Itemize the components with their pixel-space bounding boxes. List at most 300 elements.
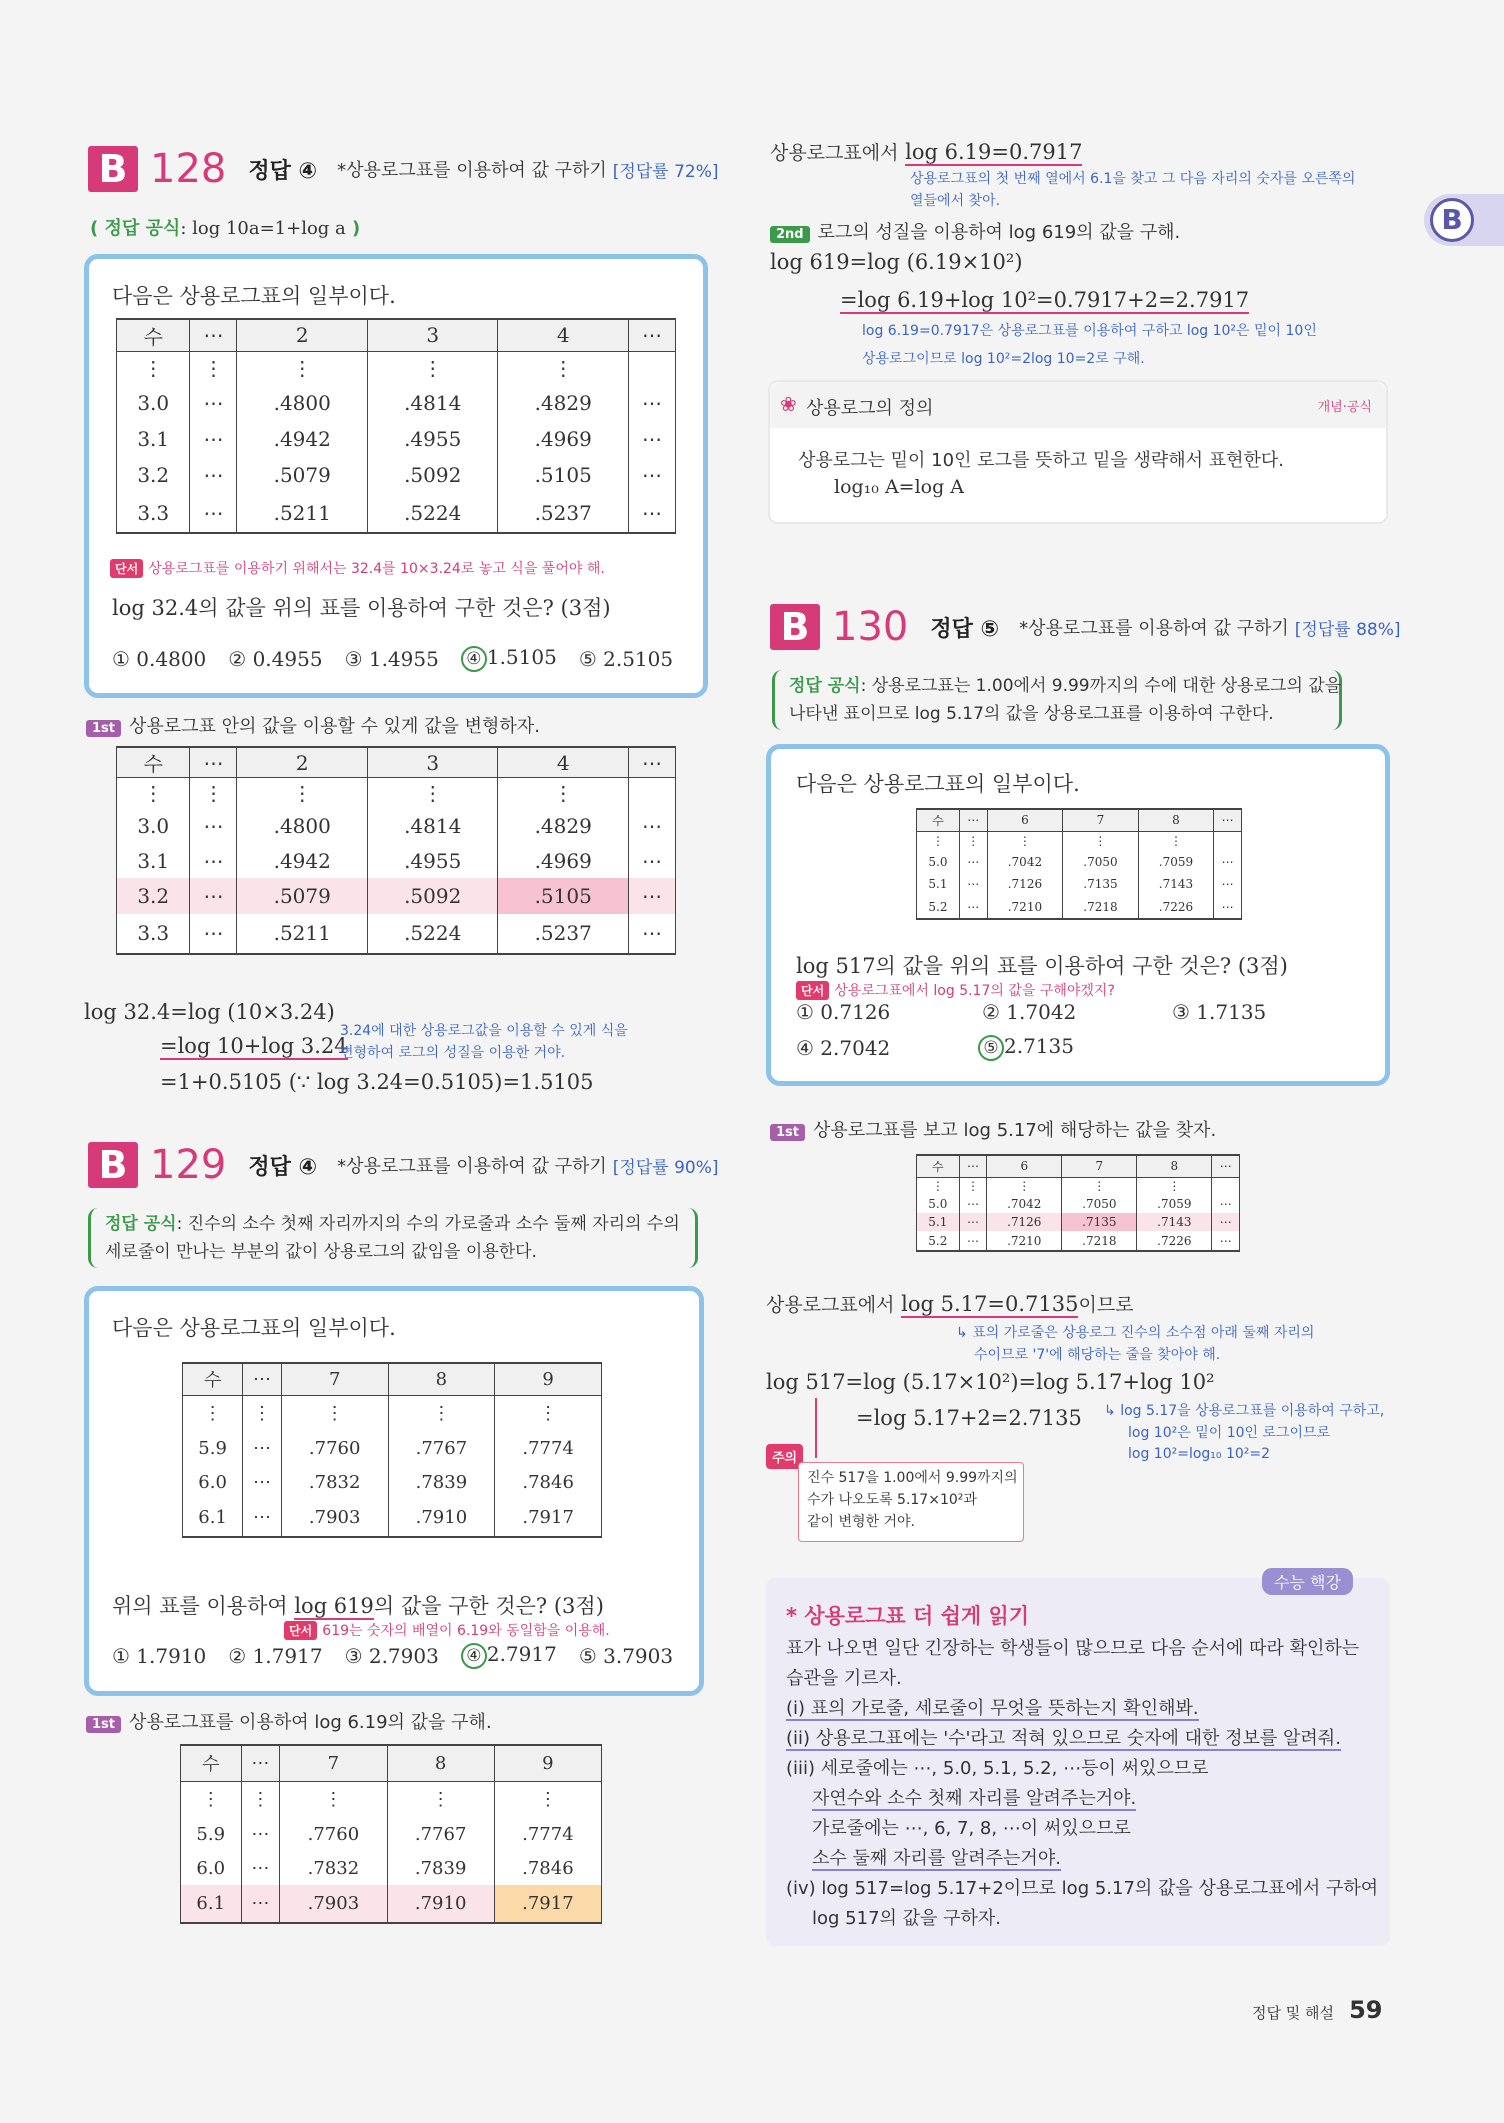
table-cell: ⋯ (1212, 1213, 1240, 1231)
tip-line (786, 1784, 1378, 1814)
tip-line: 습관을 기르자. (786, 1668, 902, 1689)
table-cell: ⋯ (243, 1499, 282, 1537)
choice-130-4[interactable]: ④ 2.7042 (796, 1036, 891, 1060)
table-cell: .7846 (495, 1465, 602, 1499)
step-text: 로그의 성질을 이용하여 log 619의 값을 구해. (817, 222, 1181, 243)
correct-circle: ④ (461, 1643, 487, 1669)
table-cell-highlight: .7917 (494, 1885, 601, 1923)
table-cell: ⋯ (1212, 1195, 1240, 1213)
problem-question: log 32.4의 값을 위의 표를 이용하여 구한 것은? (3점) (112, 596, 611, 620)
table-cell: .4942 (237, 421, 367, 457)
table-cell: .5237 (498, 493, 628, 533)
table-cell: ⋯ (241, 1885, 280, 1923)
table-cell: 3.2 (117, 878, 190, 914)
step-130 (770, 1116, 1216, 1142)
solution-130-note3: ↳ log 5.17을 상용로그표를 이용하여 구하고, (1104, 1403, 1385, 1419)
table-cell: ⋮ (987, 831, 1063, 851)
tip-line-text: 자연수와 소수 첫째 자리를 알려주는거야. (812, 1788, 1137, 1809)
table-cell: 5.9 (183, 1431, 243, 1465)
table-header: ⋯ (959, 1155, 987, 1177)
table-cell: .7832 (280, 1851, 387, 1885)
tip-line: (iv) log 517=log 5.17+2이므로 log 5.17의 값을 상용로그표에서 구하여 (786, 1878, 1379, 1899)
tip-line-text: (ii) 상용로그표에는 '수'라고 적혀 있으므로 숫자에 대한 정보를 알려줘. (786, 1728, 1341, 1749)
step-text: 상용로그표 안의 값을 이용할 수 있게 값을 변형하자. (129, 716, 540, 737)
step-tag: 2nd (770, 226, 810, 243)
choice-5[interactable]: ⑤ 2.5105 (578, 646, 674, 671)
table-cell: ⋯ (628, 385, 675, 421)
log-table-128 (116, 318, 676, 534)
solution-130-note5: log 10²=log₁₀ 10²=2 (1128, 1446, 1271, 1462)
table-cell: 3.1 (117, 421, 190, 457)
table-cell: .7050 (1062, 1195, 1137, 1213)
table-cell: 3.3 (117, 493, 190, 533)
problem-intro: 다음은 상용로그표의 일부이다. (112, 1316, 396, 1340)
hint-tag: 단서 (110, 559, 143, 578)
solution-128-note1: 3.24에 대한 상용로그값을 이용할 수 있게 식을 (340, 1023, 628, 1039)
problem-level-badge: B (770, 604, 820, 650)
table-cell: .7135 (1063, 873, 1139, 895)
solution-text: 상용로그표에서 (766, 1294, 895, 1316)
choice-5[interactable]: ⑤ 3.7903 (578, 1643, 674, 1668)
table-cell: .7050 (1063, 851, 1139, 873)
table-cell: .5224 (367, 493, 497, 533)
table-header: 3 (367, 747, 497, 778)
table-cell: ⋯ (190, 493, 237, 533)
table-cell: .5211 (237, 493, 367, 533)
choices-129 (112, 1642, 673, 1669)
table-cell: ⋮ (959, 831, 987, 851)
table-cell: ⋯ (1212, 1231, 1240, 1251)
table-cell: ⋮ (494, 1781, 601, 1817)
table-cell: .4814 (367, 385, 497, 421)
table-cell (1214, 831, 1242, 851)
choice-2[interactable]: ② 0.4955 (228, 646, 323, 671)
table-cell: ⋮ (917, 1177, 960, 1195)
table-cell: ⋯ (628, 421, 675, 457)
table-cell: ⋮ (190, 778, 237, 808)
table-cell: ⋮ (495, 1395, 602, 1431)
table-cell: 5.9 (181, 1817, 242, 1851)
table-cell: ⋯ (190, 878, 237, 914)
table-cell: 6.1 (183, 1499, 243, 1537)
table-cell: .4942 (237, 844, 367, 878)
tip-badge: 수능 핵강 (1262, 1568, 1353, 1595)
choice-3[interactable]: ③ 1.4955 (344, 646, 439, 671)
table-cell: ⋯ (959, 851, 987, 873)
table-header: 9 (495, 1363, 602, 1395)
solution-129-r3-text: =log 6.19+log 10²=0.7917+2=2.7917 (840, 288, 1250, 312)
table-cell: ⋯ (1214, 873, 1242, 895)
table-cell: 5.0 (917, 1195, 960, 1213)
note-text: log 5.17을 상용로그표를 이용하여 구하고, (1120, 1403, 1385, 1419)
table-cell: ⋮ (917, 831, 960, 851)
definition-box (768, 380, 1388, 524)
problem-130-header (770, 604, 1401, 650)
table-cell: ⋮ (190, 351, 237, 385)
table-cell: ⋯ (190, 421, 237, 457)
definition-title: 상용로그의 정의 (806, 398, 934, 419)
table-header: 8 (388, 1363, 495, 1395)
choice-130-5-correct[interactable] (978, 1034, 1074, 1061)
table-header: ⋯ (628, 747, 675, 778)
step-129 (86, 1708, 492, 1734)
table-cell: .7210 (987, 1231, 1062, 1251)
flower-icon: ❀ (780, 392, 797, 416)
correct-rate: [정답률 90%] (612, 1157, 719, 1178)
tip-body (786, 1634, 1378, 1934)
table-header: 8 (387, 1745, 494, 1781)
choice-4-value: 1.5105 (486, 645, 557, 669)
table-cell: .7218 (1063, 895, 1139, 919)
table-header: 수 (117, 319, 190, 351)
table-cell: ⋮ (387, 1781, 494, 1817)
table-cell: ⋮ (183, 1395, 243, 1431)
step-tag: 1st (770, 1124, 805, 1141)
formula-line2: 나타낸 표이므로 log 5.17의 값을 상용로그표를 이용하여 구한다. (789, 704, 1274, 724)
table-header: 9 (494, 1745, 601, 1781)
solution-129-r1 (770, 138, 1082, 165)
choices-128 (112, 645, 673, 672)
table-cell: .7042 (987, 1195, 1062, 1213)
table-cell: ⋮ (1062, 1177, 1137, 1195)
problem-level-badge: B (88, 146, 138, 192)
solution-129-note1: 상용로그표의 첫 번째 열에서 6.1을 찾고 그 다음 자리의 숫자를 오른쪽의 (910, 171, 1356, 187)
table-cell: ⋮ (280, 1781, 387, 1817)
table-cell: .7143 (1138, 873, 1214, 895)
table-cell: 5.1 (917, 873, 960, 895)
table-cell-highlight: .5105 (498, 878, 628, 914)
table-cell: .5092 (367, 457, 497, 493)
table-header: 4 (498, 747, 628, 778)
table-cell: ⋮ (241, 1781, 280, 1817)
solution-128-line1: log 32.4=log (10×3.24) (84, 1000, 335, 1024)
warning-line: 진수 517을 1.00에서 9.99까지의 (807, 1470, 1018, 1486)
table-cell: ⋯ (190, 385, 237, 421)
table-cell: .7910 (387, 1885, 494, 1923)
table-cell: ⋯ (959, 873, 987, 895)
answer-label: 정답 ④ (248, 1154, 318, 1180)
table-cell: ⋮ (367, 778, 497, 808)
solution-128-note2: 변형하여 로그의 성질을 이용한 거야. (340, 1045, 566, 1061)
table-cell: .7210 (987, 895, 1063, 919)
step-text: 상용로그표를 보고 log 5.17에 해당하는 값을 찾자. (813, 1120, 1217, 1141)
hint-text: 619는 숫자의 배열이 6.19와 동일함을 이용해. (322, 1623, 610, 1639)
problem-number: 129 (150, 1142, 227, 1188)
table-cell: ⋯ (190, 844, 237, 878)
choice-4-correct[interactable] (461, 645, 557, 672)
table-cell: 5.2 (917, 895, 960, 919)
table-header: 2 (237, 319, 367, 351)
step-tag: 1st (86, 720, 121, 737)
table-cell: ⋮ (243, 1395, 282, 1431)
question-part-underlined: log 619 (294, 1594, 374, 1618)
question-part: 위의 표를 이용하여 (112, 1594, 288, 1618)
table-cell: .7903 (280, 1885, 387, 1923)
table-cell: ⋯ (243, 1431, 282, 1465)
hint-tag: 단서 (284, 1621, 317, 1640)
table-header: 6 (987, 809, 1063, 831)
table-cell: ⋯ (628, 493, 675, 533)
formula-label: 정답 공식 (789, 676, 861, 696)
table-cell: .7910 (388, 1499, 495, 1537)
hint-129 (284, 1620, 610, 1640)
table-header: ⋯ (628, 319, 675, 351)
problem-level-badge: B (88, 1142, 138, 1188)
table-cell: .4969 (498, 421, 628, 457)
table-cell: .5105 (498, 457, 628, 493)
tip-line: 표가 나오면 일단 긴장하는 학생들이 많으므로 다음 순서에 따라 확인하는 (786, 1638, 1360, 1659)
choice-130-1[interactable]: ① 0.7126 (796, 1000, 891, 1024)
formula-label: 정답 공식 (104, 218, 181, 239)
table-cell: 5.0 (917, 851, 960, 873)
log-table-130 (916, 808, 1242, 920)
table-cell: .7760 (281, 1431, 388, 1465)
table-cell: .7839 (388, 1465, 495, 1499)
table-header: 4 (498, 319, 628, 351)
solution-130-s1 (766, 1290, 1134, 1317)
table-cell: ⋯ (241, 1817, 280, 1851)
solution-130-s3: =log 5.17+2=2.7135 (856, 1406, 1082, 1430)
table-cell: .7143 (1137, 1213, 1212, 1231)
table-cell: .7917 (495, 1499, 602, 1537)
table-cell: ⋯ (628, 914, 675, 954)
table-cell: ⋯ (241, 1851, 280, 1885)
tip-line-text: 소수 둘째 자리를 알려주는거야. (812, 1848, 1061, 1869)
table-cell: ⋯ (959, 1231, 987, 1251)
definition-formula: log₁₀ A=log A (834, 476, 965, 498)
log-table-129-solution (180, 1744, 602, 1924)
table-cell: .5224 (367, 914, 497, 954)
solution-text: 이므로 (1078, 1294, 1134, 1316)
choice-5-value: 2.7135 (1004, 1034, 1074, 1058)
table-header: ⋯ (190, 747, 237, 778)
topic-label: *상용로그표를 이용하여 값 구하기 (337, 1156, 607, 1177)
hint-tag: 단서 (796, 981, 829, 1000)
table-cell: ⋮ (498, 778, 628, 808)
tip-line: 가로줄에는 ⋯, 6, 7, 8, ⋯이 써있으므로 (812, 1818, 1131, 1839)
table-header: 3 (367, 319, 497, 351)
log-table-128-solution (116, 746, 676, 955)
solution-129-note4: 상용로그이므로 log 10²=2log 10=2로 구해. (862, 351, 1145, 367)
problem-number: 128 (150, 146, 227, 192)
table-cell (628, 778, 675, 808)
table-header: ⋯ (243, 1363, 282, 1395)
table-cell: ⋯ (1214, 895, 1242, 919)
table-cell: ⋮ (367, 351, 497, 385)
table-cell: .7774 (494, 1817, 601, 1851)
table-cell: ⋮ (117, 351, 190, 385)
correct-circle: ④ (461, 646, 487, 672)
table-header: 수 (183, 1363, 243, 1395)
step-text: 상용로그표를 이용하여 log 6.19의 값을 구해. (129, 1712, 492, 1733)
choice-4-correct[interactable] (461, 1642, 557, 1669)
formula-line1: : 상용로그표는 1.00에서 9.99까지의 수에 대한 상용로그의 값을 (860, 676, 1342, 696)
table-cell: ⋯ (190, 457, 237, 493)
table-cell: .4829 (498, 808, 628, 844)
definition-text: 상용로그는 밑이 10인 로그를 뜻하고 밑을 생략해서 표현한다. (798, 450, 1284, 471)
definition-header (770, 382, 1386, 428)
choice-130-3[interactable]: ③ 1.7135 (1172, 1000, 1267, 1024)
table-header: 수 (181, 1745, 242, 1781)
hint-text: 상용로그표에서 log 5.17의 값을 구해야겠지? (834, 983, 1115, 999)
table-cell: .7767 (388, 1431, 495, 1465)
table-cell: ⋯ (959, 895, 987, 919)
table-cell-highlight: .7135 (1062, 1213, 1137, 1231)
choice-4-value: 2.7917 (486, 1642, 557, 1666)
footer (1252, 1996, 1383, 2024)
tip-line-text: (i) 표의 가로줄, 세로줄이 무엇을 뜻하는지 확인해봐. (786, 1698, 1199, 1719)
choice-2[interactable]: ② 1.7917 (228, 1643, 323, 1668)
solution-129-note3: log 6.19=0.7917은 상용로그표를 이용하여 구하고 log 10²은 밑이 10인 (862, 323, 1317, 339)
note-text: 표의 가로줄은 상용로그 진수의 소수점 아래 둘째 자리의 (972, 1325, 1315, 1341)
table-cell: ⋯ (1214, 851, 1242, 873)
table-cell: .7903 (281, 1499, 388, 1537)
answer-label: 정답 ⑤ (930, 616, 1000, 642)
hint-text: 상용로그표를 이용하기 위해서는 32.4를 10×3.24로 놓고 식을 풀어야 해. (148, 561, 605, 577)
solution-129-r2: log 619=log (6.19×10²) (770, 250, 1023, 274)
solution-130-note4: log 10²은 밑이 10인 로그이므로 (1128, 1425, 1331, 1441)
tip-line (786, 1844, 1378, 1874)
table-cell: .7226 (1138, 895, 1214, 919)
side-tab-letter: B (1430, 198, 1474, 242)
formula-text: : log 10a=1+log a (180, 218, 346, 239)
table-cell: .4829 (498, 385, 628, 421)
problem-129-header (88, 1142, 719, 1188)
warning-tag: 주의 (766, 1444, 803, 1469)
warning-box (798, 1462, 1024, 1542)
correct-circle: ⑤ (978, 1035, 1004, 1061)
choice-1[interactable]: ① 0.4800 (112, 646, 207, 671)
table-header: 8 (1137, 1155, 1212, 1177)
table-cell: .7218 (1062, 1231, 1137, 1251)
solution-text: 상용로그표에서 (770, 142, 899, 164)
table-cell: .7846 (494, 1851, 601, 1885)
solution-128-line2-text: =log 10+log 3.24 (160, 1034, 348, 1058)
table-cell: ⋮ (388, 1395, 495, 1431)
table-cell: .5211 (237, 914, 367, 954)
table-cell: .5079 (237, 457, 367, 493)
answer-label: 정답 ④ (248, 158, 318, 184)
step-129-2 (770, 218, 1180, 244)
table-header: 7 (280, 1745, 387, 1781)
warning-line: 같이 변형한 거야. (807, 1514, 916, 1530)
choice-130-2[interactable]: ② 1.7042 (982, 1000, 1077, 1024)
solution-130-note1: ↳ 표의 가로줄은 상용로그 진수의 소수점 아래 둘째 자리의 (956, 1325, 1315, 1341)
table-header: ⋯ (190, 319, 237, 351)
table-cell: .4800 (237, 808, 367, 844)
log-table-130-solution (916, 1154, 1240, 1252)
table-cell: ⋯ (959, 1213, 987, 1231)
hint-130 (796, 980, 1115, 1000)
table-cell: 3.0 (117, 385, 190, 421)
table-cell: .4955 (367, 421, 497, 457)
definition-tag: 개념·공식 (1317, 400, 1372, 415)
table-cell: .4969 (498, 844, 628, 878)
table-cell: .5079 (237, 878, 367, 914)
table-cell: 6.1 (181, 1885, 242, 1923)
table-cell (628, 351, 675, 385)
warning-arrow (815, 1398, 817, 1458)
table-cell: .7126 (987, 873, 1063, 895)
table-cell: ⋮ (987, 1177, 1062, 1195)
solution-value: log 6.19=0.7917 (905, 140, 1083, 164)
table-cell: ⋯ (628, 808, 675, 844)
table-header: 수 (917, 1155, 960, 1177)
footer-label: 정답 및 해설 (1252, 2004, 1334, 2022)
table-cell: ⋮ (959, 1177, 987, 1195)
table-cell: ⋮ (1063, 831, 1139, 851)
table-cell: 3.1 (117, 844, 190, 878)
table-header: 7 (1063, 809, 1139, 831)
problem-question (112, 1590, 604, 1620)
problem-intro: 다음은 상용로그표의 일부이다. (796, 772, 1080, 796)
page-number: 59 (1349, 1996, 1383, 2024)
table-cell: ⋯ (628, 878, 675, 914)
table-cell: ⋮ (237, 778, 367, 808)
problem-intro: 다음은 상용로그표의 일부이다. (112, 284, 396, 308)
table-cell: ⋯ (959, 1195, 987, 1213)
question-part: 의 값을 구한 것은? (3점) (373, 1594, 604, 1618)
table-cell: 5.1 (917, 1213, 960, 1231)
solution-value: log 5.17=0.7135 (901, 1292, 1079, 1316)
choice-3[interactable]: ③ 2.7903 (344, 1643, 439, 1668)
tip-line: log 517의 값을 구하자. (812, 1908, 1002, 1929)
table-cell: ⋮ (281, 1395, 388, 1431)
table-cell: .7042 (987, 851, 1063, 873)
table-header: 7 (281, 1363, 388, 1395)
table-cell: .7760 (280, 1817, 387, 1851)
table-cell: ⋮ (1138, 831, 1214, 851)
solution-128-line2 (160, 1034, 348, 1058)
problem-number: 130 (832, 604, 909, 650)
table-cell: ⋮ (1137, 1177, 1212, 1195)
formula-line2: 세로줄이 만나는 부분의 값이 상용로그의 값임을 이용한다. (105, 1242, 537, 1262)
table-cell: .7226 (1137, 1231, 1212, 1251)
tip-line (786, 1724, 1378, 1754)
correct-rate: [정답률 88%] (1294, 619, 1401, 640)
table-header: ⋯ (1212, 1155, 1240, 1177)
hint-128 (110, 558, 605, 578)
table-header: ⋯ (959, 809, 987, 831)
log-table-129 (182, 1362, 602, 1538)
solution-128-line3: =1+0.5105 (∵ log 3.24=0.5105)=1.5105 (160, 1070, 594, 1094)
table-cell: .7059 (1137, 1195, 1212, 1213)
step-128 (86, 712, 540, 738)
solution-129-r3 (840, 288, 1249, 312)
table-cell: .5092 (367, 878, 497, 914)
choice-1[interactable]: ① 1.7910 (112, 1643, 207, 1668)
tip-line: (iii) 세로줄에는 ⋯, 5.0, 5.1, 5.2, ⋯등이 써있으므로 (786, 1758, 1209, 1779)
table-cell: .7767 (387, 1817, 494, 1851)
table-cell (1212, 1177, 1240, 1195)
table-cell: .7126 (987, 1213, 1062, 1231)
formula-line1: : 진수의 소수 첫째 자리까지의 수의 가로줄과 소수 둘째 자리의 수의 (176, 1214, 680, 1234)
solution-130-note2: 수이므로 '7'에 해당하는 줄을 찾아야 해. (974, 1347, 1221, 1363)
tip-line (786, 1694, 1378, 1724)
table-header: 7 (1062, 1155, 1137, 1177)
table-header: 6 (987, 1155, 1062, 1177)
table-cell: .7832 (281, 1465, 388, 1499)
table-cell: ⋮ (237, 351, 367, 385)
formula-128: ( 정답 공식: log 10a=1+log a ) (90, 218, 361, 239)
formula-label: 정답 공식 (105, 1214, 177, 1234)
table-cell: .7774 (495, 1431, 602, 1465)
problem-question: log 517의 값을 위의 표를 이용하여 구한 것은? (3점) (796, 954, 1288, 978)
table-header: ⋯ (241, 1745, 280, 1781)
table-cell: .4814 (367, 808, 497, 844)
table-cell: .7059 (1138, 851, 1214, 873)
topic-label: *상용로그표를 이용하여 값 구하기 (1019, 618, 1289, 639)
